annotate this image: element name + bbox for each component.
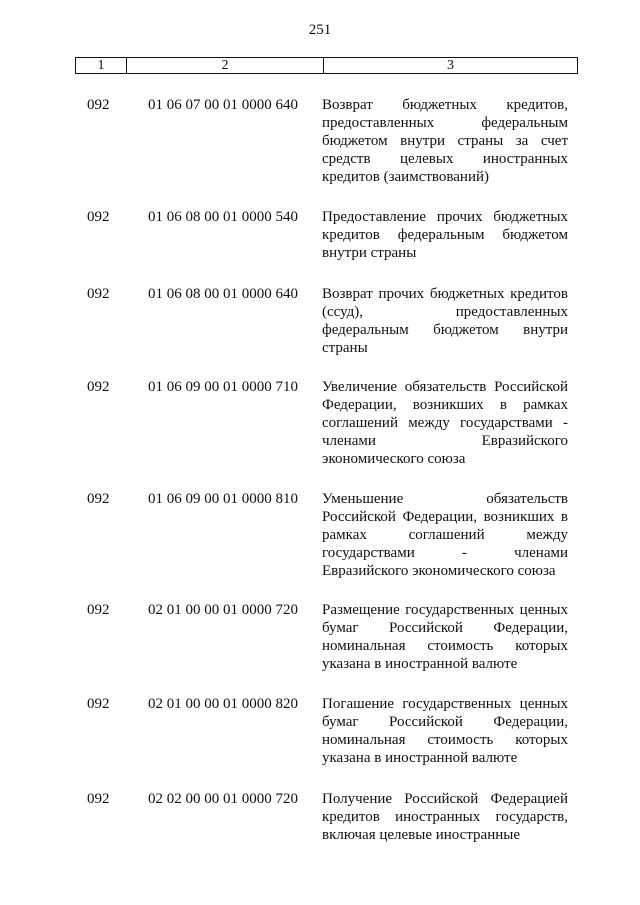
- description-line: номинальная стоимость которых: [322, 732, 568, 748]
- description: [322, 378, 568, 468]
- description-line: федеральным бюджетом внутри: [322, 322, 568, 338]
- description-line: (ссуд), предоставленных: [322, 304, 568, 320]
- description: [322, 208, 568, 262]
- description: [322, 285, 568, 357]
- table-header: [75, 57, 578, 74]
- admin-code: 092: [87, 209, 110, 225]
- description-line: Уменьшение обязательств: [322, 491, 568, 507]
- description-line: кредитов (заимствований): [322, 169, 490, 185]
- description-line: кредитов федеральным бюджетом: [322, 227, 568, 243]
- description-line: кредитов иностранных государств,: [322, 809, 568, 825]
- description: [322, 601, 568, 673]
- header-col-1: 1: [76, 58, 127, 73]
- description-line: номинальная стоимость которых: [322, 638, 568, 654]
- page-number: 251: [308, 22, 332, 38]
- description-line: рамках соглашений между: [322, 527, 568, 543]
- source-code: 02 01 00 00 01 0000 720: [148, 602, 298, 618]
- description: [322, 790, 568, 844]
- source-code: 01 06 09 00 01 0000 710: [148, 379, 298, 395]
- description-line: бюджетом внутри страны за счет: [322, 133, 568, 149]
- description-line: Размещение государственных ценных: [322, 602, 568, 618]
- admin-code: 092: [87, 602, 110, 618]
- description-line: предоставленных федеральным: [322, 115, 568, 131]
- description: [322, 96, 568, 186]
- description-line: указана в иностранной валюте: [322, 656, 518, 672]
- description-line: Погашение государственных ценных: [322, 696, 568, 712]
- source-code: 02 02 00 00 01 0000 720: [148, 791, 298, 807]
- admin-code: 092: [87, 491, 110, 507]
- description-line: Федерации, возникших в рамках: [322, 397, 568, 413]
- admin-code: 092: [87, 696, 110, 712]
- admin-code: 092: [87, 791, 110, 807]
- description-line: бумаг Российской Федерации,: [322, 714, 568, 730]
- description-line: членами Евразийского: [322, 433, 568, 449]
- source-code: 01 06 07 00 01 0000 640: [148, 97, 298, 113]
- description-line: внутри страны: [322, 245, 417, 261]
- source-code: 01 06 09 00 01 0000 810: [148, 491, 298, 507]
- description-line: Возврат прочих бюджетных кредитов: [322, 286, 568, 302]
- description-line: Увеличение обязательств Российской: [322, 379, 568, 395]
- source-code: 01 06 08 00 01 0000 540: [148, 209, 298, 225]
- description-line: государствами - членами: [322, 545, 568, 561]
- description: [322, 695, 568, 767]
- admin-code: 092: [87, 379, 110, 395]
- description-line: Евразийского экономического союза: [322, 563, 556, 579]
- description-line: Получение Российской Федерацией: [322, 791, 568, 807]
- admin-code: 092: [87, 97, 110, 113]
- description-line: соглашений между государствами -: [322, 415, 568, 431]
- description-line: указана в иностранной валюте: [322, 750, 518, 766]
- header-col-2: 2: [127, 58, 324, 73]
- description: [322, 490, 568, 580]
- header-col-3: 3: [447, 57, 454, 73]
- description-line: включая целевые иностранные: [322, 827, 521, 843]
- description-line: Предоставление прочих бюджетных: [322, 209, 568, 225]
- description-line: Российской Федерации, возникших в: [322, 509, 568, 525]
- admin-code: 092: [87, 286, 110, 302]
- source-code: 01 06 08 00 01 0000 640: [148, 286, 298, 302]
- description-line: средств целевых иностранных: [322, 151, 568, 167]
- description-line: Возврат бюджетных кредитов,: [322, 97, 568, 113]
- description-line: бумаг Российской Федерации,: [322, 620, 568, 636]
- description-line: экономического союза: [322, 451, 466, 467]
- description-line: страны: [322, 340, 368, 356]
- source-code: 02 01 00 00 01 0000 820: [148, 696, 298, 712]
